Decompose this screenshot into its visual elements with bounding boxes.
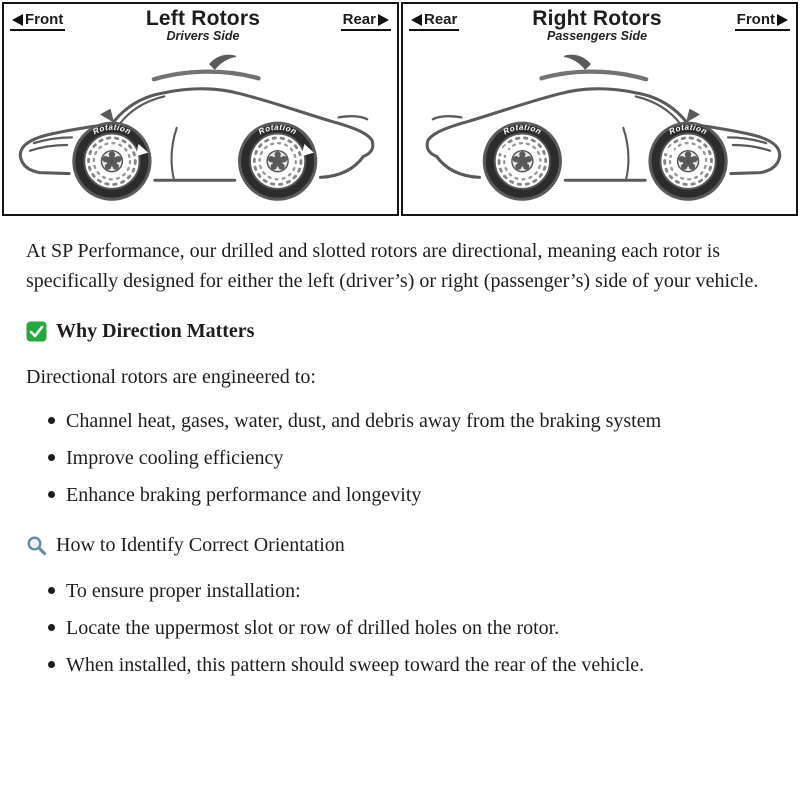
front-arrow-icon	[12, 14, 23, 26]
panel-subtitle: Drivers Side	[166, 29, 240, 44]
right-panel-titles	[532, 8, 662, 43]
why-direction-heading-text: Why Direction Matters	[56, 320, 255, 342]
rotor-direction-diagram	[0, 0, 800, 216]
front-label-text: Front	[25, 11, 64, 28]
left-panel-titles	[146, 8, 260, 43]
right-panel-header	[409, 8, 790, 43]
rotation-label: Rotation	[257, 122, 299, 137]
rear-direction-label	[341, 11, 391, 31]
rear-label-text: Rear	[424, 11, 458, 28]
rear-arrow-icon	[411, 14, 422, 26]
rotation-label: Rotation	[501, 122, 544, 137]
right-rotors-panel	[401, 2, 798, 216]
identify-orientation-heading	[26, 530, 774, 560]
why-lead: Directional rotors are engineered to:	[26, 366, 316, 388]
front-direction-label	[735, 11, 790, 31]
panel-title: Left Rotors	[145, 7, 261, 30]
rear-direction-label	[409, 11, 459, 31]
front-direction-label	[10, 11, 65, 31]
list-item: Locate the uppermost slot or row of drilled holes on the rotor.	[26, 613, 774, 643]
front-label-text: Front	[736, 11, 775, 28]
rear-label-text: Rear	[342, 11, 376, 28]
rotation-label: Rotation	[667, 122, 709, 137]
article-body	[0, 216, 800, 680]
left-panel-header	[10, 8, 391, 43]
intro-paragraph: At SP Performance, our drilled and slotted rotors are directional, meaning each rotor is specifically designed for either the left (driver’s) or right (passenger’s) side of your vehicle.	[26, 240, 759, 292]
left-car-illustration	[10, 45, 391, 205]
list-item: When installed, this pattern should sweep toward the rear of the vehicle.	[26, 650, 774, 680]
why-bullet-list	[26, 406, 774, 510]
right-car-illustration	[409, 45, 790, 205]
check-mark-icon	[26, 321, 47, 342]
identify-bullet-list	[26, 576, 774, 680]
list-item: Enhance braking performance and longevity	[26, 480, 774, 510]
front-arrow-icon	[777, 14, 788, 26]
left-rotors-panel	[2, 2, 399, 216]
why-direction-heading	[26, 316, 774, 346]
magnifier-icon	[26, 535, 47, 556]
rotation-label: Rotation	[91, 122, 133, 137]
panel-subtitle: Passengers Side	[546, 29, 648, 44]
list-item: Improve cooling efficiency	[26, 443, 774, 473]
identify-orientation-heading-text: How to Identify Correct Orientation	[56, 534, 345, 556]
list-item: Channel heat, gases, water, dust, and debris away from the braking system	[26, 406, 774, 436]
panel-title: Right Rotors	[532, 7, 662, 30]
list-item: To ensure proper installation:	[26, 576, 774, 606]
rear-arrow-icon	[378, 14, 389, 26]
